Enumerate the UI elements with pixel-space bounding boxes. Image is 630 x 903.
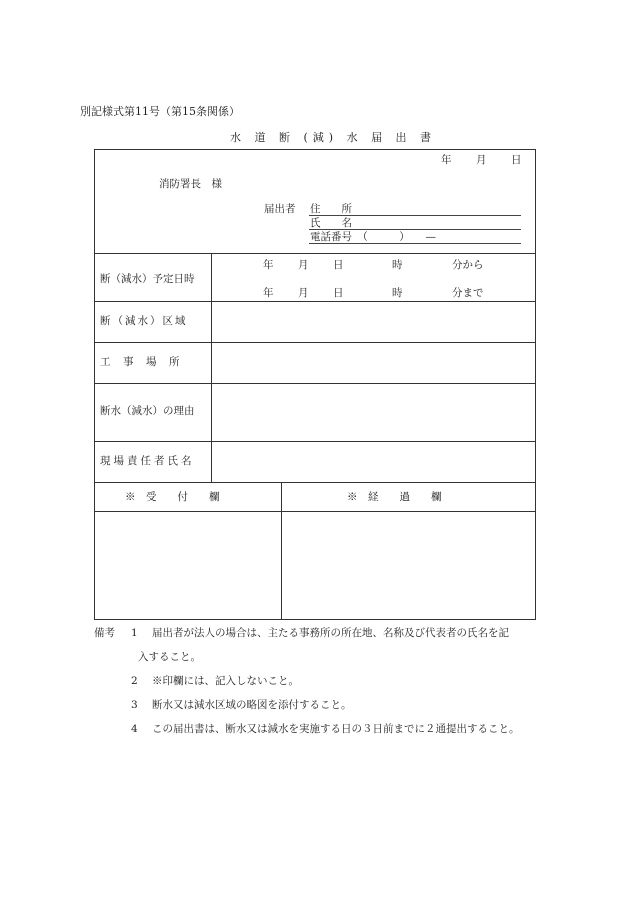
note-2-text: ※印欄には、記入しないこと。	[152, 675, 299, 687]
phone-underline	[309, 243, 521, 244]
name-label: 氏 名	[310, 217, 352, 229]
date-day-label: 日	[511, 154, 522, 166]
progress-label: ※ 経 過 欄	[347, 491, 442, 503]
end-minute: 分まで	[452, 287, 484, 299]
end-year: 年	[263, 287, 274, 299]
start-hour: 時	[392, 259, 403, 271]
schedule-label: 断（減水）予定日時	[100, 273, 195, 285]
note-1-continuation: 入すること。	[138, 651, 201, 663]
start-year: 年	[263, 259, 274, 271]
note-4-number: 4	[131, 723, 138, 735]
applicant-label: 届出者	[264, 203, 296, 215]
supervisor-label: 現場責任者氏名	[100, 455, 195, 467]
start-minute: 分から	[452, 259, 484, 271]
note-2-number: 2	[131, 675, 138, 687]
addressee-label: 消防署長 様	[159, 178, 222, 190]
date-year-label: 年	[441, 154, 452, 166]
form-number-label: 別記様式第11号（第15条関係）	[80, 105, 240, 118]
note-4-text: この届出書は、断水又は減水を実施する日の３日前までに２通提出すること。	[152, 723, 520, 735]
end-month: 月	[298, 287, 309, 299]
label-column-divider	[211, 253, 212, 482]
schedule-divider	[95, 301, 535, 302]
reason-divider	[95, 441, 535, 442]
end-day: 日	[333, 287, 344, 299]
site-divider	[95, 383, 535, 384]
area-label: 断（減水）区域	[100, 315, 188, 327]
note-1-text: 届出者が法人の場合は、主たる事務所の所在地、名称及び代表者の氏名を記	[152, 627, 509, 639]
note-3-number: 3	[131, 699, 138, 711]
header-divider	[95, 253, 535, 254]
site-label: 工 事 場 所	[100, 356, 181, 368]
date-month-label: 月	[476, 154, 487, 166]
supervisor-divider	[95, 482, 535, 483]
note-1-number: 1	[131, 627, 138, 639]
notification-form-table	[94, 149, 536, 620]
end-hour: 時	[392, 287, 403, 299]
address-label: 住 所	[310, 203, 352, 215]
area-divider	[95, 342, 535, 343]
reason-label: 断水（減水）の理由	[100, 405, 195, 417]
name-underline	[309, 229, 521, 230]
reception-column-divider	[281, 482, 282, 619]
start-month: 月	[298, 259, 309, 271]
notes-prefix: 備考	[94, 627, 115, 639]
address-underline	[309, 215, 521, 216]
document-title: 水 道 断 (減) 水 届 出 書	[230, 131, 437, 144]
note-3-text: 断水又は減水区域の略図を添付すること。	[152, 699, 352, 711]
phone-label: 電話番号 （ ） —	[310, 231, 436, 243]
start-day: 日	[333, 259, 344, 271]
reception-label: ※ 受 付 欄	[125, 491, 220, 503]
reception-header-divider	[95, 511, 535, 512]
